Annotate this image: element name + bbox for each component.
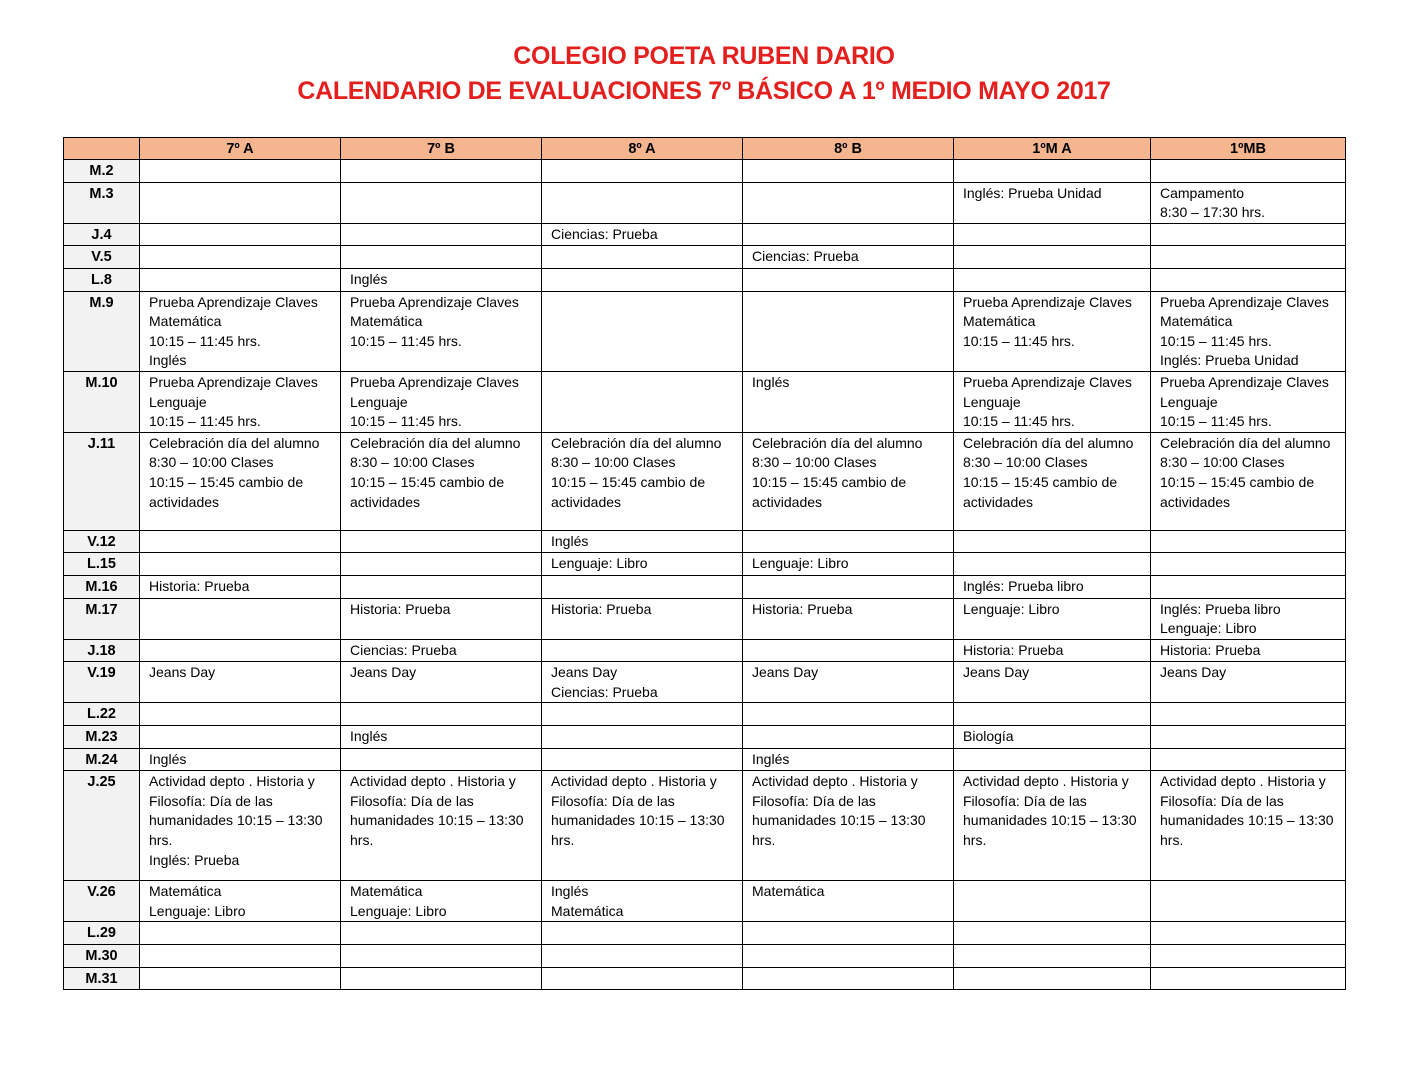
- evaluation-cell: Historia: Prueba: [542, 598, 743, 639]
- evaluation-cell: Ciencias: Prueba: [341, 639, 542, 662]
- evaluation-cell: [954, 703, 1151, 726]
- evaluation-calendar-table: [63, 137, 1346, 990]
- day-cell: M.16: [64, 575, 140, 598]
- evaluation-cell: Actividad depto . Historia y Filosofía: Día de las humanidades 10:15 – 13:30 hrs. Inglés: Prueba: [140, 771, 341, 881]
- evaluation-cell: [341, 530, 542, 553]
- evaluation-cell: Historia: Prueba: [954, 639, 1151, 662]
- evaluation-cell: Inglés: [743, 748, 954, 771]
- evaluation-cell: [140, 246, 341, 269]
- evaluation-cell: [542, 639, 743, 662]
- evaluation-cell: [954, 881, 1151, 922]
- table-row: [64, 922, 1346, 945]
- evaluation-cell: Historia: Prueba: [140, 575, 341, 598]
- evaluation-cell: Inglés: [341, 268, 542, 291]
- evaluation-cell: [341, 945, 542, 968]
- column-header: 8º A: [542, 138, 743, 160]
- evaluation-cell: Prueba Aprendizaje Claves Matemática 10:15 – 11:45 hrs.: [954, 291, 1151, 371]
- evaluation-cell: Lenguaje: Libro: [743, 553, 954, 576]
- evaluation-cell: Inglés: Prueba libro Lenguaje: Libro: [1151, 598, 1346, 639]
- school-name: COLEGIO POETA RUBEN DARIO: [513, 42, 895, 70]
- evaluation-cell: [542, 246, 743, 269]
- evaluation-cell: Celebración día del alumno 8:30 – 10:00 Clases 10:15 – 15:45 cambio de actividades: [542, 432, 743, 530]
- table-row: [64, 945, 1346, 968]
- column-header: 7º A: [140, 138, 341, 160]
- evaluation-cell: [542, 575, 743, 598]
- evaluation-cell: Inglés Matemática: [542, 881, 743, 922]
- table-row: [64, 182, 1346, 223]
- evaluation-cell: Inglés: [140, 748, 341, 771]
- evaluation-cell: [1151, 967, 1346, 990]
- evaluation-cell: Inglés: [542, 530, 743, 553]
- header-row: [64, 138, 1346, 160]
- evaluation-cell: [1151, 160, 1346, 183]
- evaluation-cell: [954, 268, 1151, 291]
- evaluation-cell: [140, 639, 341, 662]
- table-row: [64, 967, 1346, 990]
- evaluation-cell: Prueba Aprendizaje Claves Lenguaje 10:15 – 11:45 hrs.: [341, 371, 542, 432]
- evaluation-cell: [1151, 945, 1346, 968]
- evaluation-cell: [954, 246, 1151, 269]
- table-row: [64, 291, 1346, 371]
- day-cell: M.2: [64, 160, 140, 183]
- evaluation-cell: [542, 922, 743, 945]
- evaluation-cell: Jeans Day: [954, 662, 1151, 703]
- day-cell: J.11: [64, 432, 140, 530]
- day-cell: J.18: [64, 639, 140, 662]
- evaluation-cell: [542, 371, 743, 432]
- day-cell: M.3: [64, 182, 140, 223]
- evaluation-cell: [1151, 246, 1346, 269]
- evaluation-cell: [954, 922, 1151, 945]
- evaluation-cell: [743, 726, 954, 749]
- day-cell: L.8: [64, 268, 140, 291]
- evaluation-cell: [542, 291, 743, 371]
- day-cell: V.12: [64, 530, 140, 553]
- evaluation-cell: Jeans Day Ciencias: Prueba: [542, 662, 743, 703]
- evaluation-cell: [1151, 748, 1346, 771]
- evaluation-cell: Jeans Day: [341, 662, 542, 703]
- table-row: [64, 268, 1346, 291]
- evaluation-cell: Actividad depto . Historia y Filosofía: Día de las humanidades 10:15 – 13:30 hrs.: [954, 771, 1151, 881]
- day-cell: L.15: [64, 553, 140, 576]
- evaluation-cell: Actividad depto . Historia y Filosofía: Día de las humanidades 10:15 – 13:30 hrs.: [542, 771, 743, 881]
- evaluation-cell: [341, 160, 542, 183]
- evaluation-cell: [954, 748, 1151, 771]
- evaluation-cell: Celebración día del alumno 8:30 – 10:00 Clases 10:15 – 15:45 cambio de actividades: [140, 432, 341, 530]
- evaluation-cell: [954, 530, 1151, 553]
- evaluation-cell: [743, 639, 954, 662]
- evaluation-cell: [743, 922, 954, 945]
- evaluation-cell: Actividad depto . Historia y Filosofía: Día de las humanidades 10:15 – 13:30 hrs.: [341, 771, 542, 881]
- evaluation-cell: [1151, 922, 1346, 945]
- evaluation-cell: [140, 182, 341, 223]
- evaluation-cell: [743, 967, 954, 990]
- table-row: [64, 530, 1346, 553]
- table-row: [64, 246, 1346, 269]
- evaluation-cell: Inglés: Prueba Unidad: [954, 182, 1151, 223]
- table-row: [64, 703, 1346, 726]
- evaluation-cell: Celebración día del alumno 8:30 – 10:00 Clases 10:15 – 15:45 cambio de actividades: [341, 432, 542, 530]
- evaluation-cell: Matemática: [743, 881, 954, 922]
- evaluation-cell: [1151, 530, 1346, 553]
- evaluation-cell: [140, 268, 341, 291]
- evaluation-cell: [1151, 726, 1346, 749]
- evaluation-cell: Campamento 8:30 – 17:30 hrs.: [1151, 182, 1346, 223]
- evaluation-cell: Historia: Prueba: [341, 598, 542, 639]
- evaluation-cell: [954, 160, 1151, 183]
- evaluation-cell: Jeans Day: [140, 662, 341, 703]
- evaluation-cell: [743, 268, 954, 291]
- table-row: [64, 432, 1346, 530]
- evaluation-cell: [140, 922, 341, 945]
- evaluation-cell: [743, 182, 954, 223]
- evaluation-cell: Celebración día del alumno 8:30 – 10:00 Clases 10:15 – 15:45 cambio de actividades: [743, 432, 954, 530]
- evaluation-cell: Actividad depto . Historia y Filosofía: Día de las humanidades 10:15 – 13:30 hrs.: [1151, 771, 1346, 881]
- day-cell: M.10: [64, 371, 140, 432]
- evaluation-cell: Ciencias: Prueba: [542, 223, 743, 246]
- evaluation-cell: [1151, 881, 1346, 922]
- evaluation-cell: [341, 703, 542, 726]
- evaluation-cell: [1151, 553, 1346, 576]
- evaluation-cell: [140, 160, 341, 183]
- column-header: 1ºM A: [954, 138, 1151, 160]
- evaluation-cell: Prueba Aprendizaje Claves Matemática 10:15 – 11:45 hrs.: [341, 291, 542, 371]
- column-header: 8º B: [743, 138, 954, 160]
- evaluation-cell: Celebración día del alumno 8:30 – 10:00 Clases 10:15 – 15:45 cambio de actividades: [1151, 432, 1346, 530]
- day-cell: V.19: [64, 662, 140, 703]
- evaluation-cell: Inglés: [341, 726, 542, 749]
- evaluation-cell: Jeans Day: [743, 662, 954, 703]
- table-row: [64, 662, 1346, 703]
- evaluation-cell: [1151, 575, 1346, 598]
- evaluation-cell: [140, 726, 341, 749]
- day-cell: J.25: [64, 771, 140, 881]
- evaluation-cell: [341, 922, 542, 945]
- evaluation-cell: Lenguaje: Libro: [542, 553, 743, 576]
- table-row: [64, 771, 1346, 881]
- evaluation-cell: Ciencias: Prueba: [743, 246, 954, 269]
- day-cell: M.17: [64, 598, 140, 639]
- day-cell: L.29: [64, 922, 140, 945]
- day-cell: M.30: [64, 945, 140, 968]
- table-row: [64, 598, 1346, 639]
- evaluation-cell: Inglés: Prueba libro: [954, 575, 1151, 598]
- evaluation-cell: [140, 945, 341, 968]
- evaluation-cell: Inglés: [743, 371, 954, 432]
- evaluation-cell: [954, 967, 1151, 990]
- table-row: [64, 748, 1346, 771]
- evaluation-cell: Prueba Aprendizaje Claves Lenguaje 10:15 – 11:45 hrs.: [1151, 371, 1346, 432]
- day-cell: M.24: [64, 748, 140, 771]
- corner-cell: [64, 138, 140, 160]
- evaluation-cell: Matemática Lenguaje: Libro: [341, 881, 542, 922]
- evaluation-cell: [341, 223, 542, 246]
- table-row: [64, 553, 1346, 576]
- table-row: [64, 726, 1346, 749]
- day-cell: V.5: [64, 246, 140, 269]
- evaluation-cell: [542, 748, 743, 771]
- evaluation-cell: [954, 553, 1151, 576]
- evaluation-cell: Prueba Aprendizaje Claves Matemática 10:15 – 11:45 hrs. Inglés: Prueba Unidad: [1151, 291, 1346, 371]
- evaluation-cell: [954, 945, 1151, 968]
- evaluation-cell: [140, 598, 341, 639]
- column-header: 1ºMB: [1151, 138, 1346, 160]
- evaluation-cell: [743, 703, 954, 726]
- evaluation-cell: [1151, 223, 1346, 246]
- day-cell: V.26: [64, 881, 140, 922]
- evaluation-cell: [341, 967, 542, 990]
- evaluation-cell: [743, 945, 954, 968]
- day-cell: J.4: [64, 223, 140, 246]
- evaluation-cell: [341, 748, 542, 771]
- evaluation-cell: [743, 160, 954, 183]
- calendar-title: CALENDARIO DE EVALUACIONES 7º BÁSICO A 1º MEDIO MAYO 2017: [297, 77, 1111, 105]
- evaluation-cell: [743, 291, 954, 371]
- table-row: [64, 371, 1346, 432]
- evaluation-cell: [743, 575, 954, 598]
- evaluation-cell: [341, 246, 542, 269]
- evaluation-cell: [542, 945, 743, 968]
- evaluation-cell: Prueba Aprendizaje Claves Matemática 10:15 – 11:45 hrs. Inglés: [140, 291, 341, 371]
- table-row: [64, 881, 1346, 922]
- evaluation-cell: [542, 268, 743, 291]
- day-cell: M.31: [64, 967, 140, 990]
- evaluation-cell: [542, 967, 743, 990]
- evaluation-cell: [140, 703, 341, 726]
- evaluation-cell: [542, 703, 743, 726]
- evaluation-cell: [542, 726, 743, 749]
- evaluation-cell: [743, 530, 954, 553]
- table-row: [64, 575, 1346, 598]
- evaluation-cell: [954, 223, 1151, 246]
- evaluation-cell: [341, 575, 542, 598]
- evaluation-cell: [542, 182, 743, 223]
- day-cell: M.23: [64, 726, 140, 749]
- table-row: [64, 223, 1346, 246]
- evaluation-cell: [743, 223, 954, 246]
- day-cell: M.9: [64, 291, 140, 371]
- evaluation-cell: Jeans Day: [1151, 662, 1346, 703]
- evaluation-cell: Matemática Lenguaje: Libro: [140, 881, 341, 922]
- evaluation-cell: [1151, 703, 1346, 726]
- evaluation-cell: Celebración día del alumno 8:30 – 10:00 Clases 10:15 – 15:45 cambio de actividades: [954, 432, 1151, 530]
- evaluation-cell: [1151, 268, 1346, 291]
- evaluation-cell: Historia: Prueba: [1151, 639, 1346, 662]
- evaluation-cell: [542, 160, 743, 183]
- column-header: 7º B: [341, 138, 542, 160]
- day-cell: L.22: [64, 703, 140, 726]
- evaluation-cell: [140, 967, 341, 990]
- evaluation-cell: [341, 553, 542, 576]
- evaluation-cell: Lenguaje: Libro: [954, 598, 1151, 639]
- evaluation-cell: [140, 553, 341, 576]
- evaluation-cell: [140, 530, 341, 553]
- table-row: [64, 639, 1346, 662]
- evaluation-cell: Biología: [954, 726, 1151, 749]
- evaluation-cell: Prueba Aprendizaje Claves Lenguaje 10:15 – 11:45 hrs.: [954, 371, 1151, 432]
- evaluation-cell: Historia: Prueba: [743, 598, 954, 639]
- table-row: [64, 160, 1346, 183]
- evaluation-cell: [341, 182, 542, 223]
- evaluation-cell: Prueba Aprendizaje Claves Lenguaje 10:15 – 11:45 hrs.: [140, 371, 341, 432]
- evaluation-cell: Actividad depto . Historia y Filosofía: Día de las humanidades 10:15 – 13:30 hrs.: [743, 771, 954, 881]
- evaluation-cell: [140, 223, 341, 246]
